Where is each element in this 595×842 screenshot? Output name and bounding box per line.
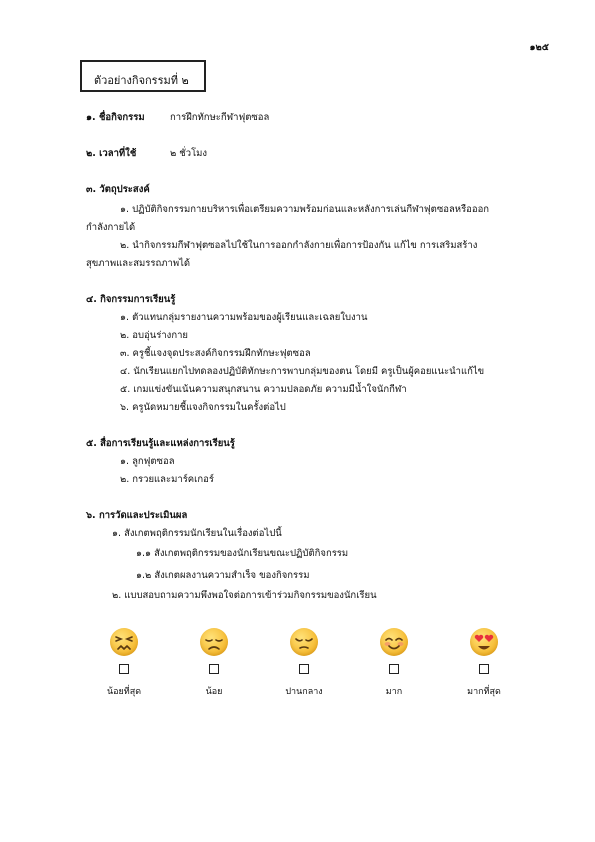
rating-checkbox-3[interactable] xyxy=(299,664,309,674)
sec4-item: ๑. ตัวแทนกลุ่มรายงานความพร้อมของผู้เรียนและเฉลยใบงาน xyxy=(120,312,368,323)
sec1-value: การฝึกทักษะกีฬาฟุตซอล xyxy=(170,112,270,123)
page-number: ๑๒๕ xyxy=(529,42,549,53)
sec3-item2-line2: สุขภาพและสมรรถภาพได้ xyxy=(86,258,191,269)
sec6-item1: ๑. สังเกตพฤติกรรมนักเรียนในเรื่องต่อไปนี้ xyxy=(112,528,282,539)
activity-title-box xyxy=(80,60,206,92)
activity-title: ตัวอย่างกิจกรรมที่ ๒ xyxy=(94,74,189,87)
rating-checkbox-1[interactable] xyxy=(119,664,129,674)
rating-checkbox-2[interactable] xyxy=(209,664,219,674)
sec3-item2-line1: ๒. นำกิจกรรมกีฬาฟุตซอลไปใช้ในการออกกำลังกายเพื่อการป้องกัน แก้ไข การเสริมสร้าง xyxy=(120,240,478,251)
smiling-face-icon xyxy=(380,628,408,656)
sec6-sub2: ๑.๒ สังเกตผลงานความสำเร็จ ของกิจกรรม xyxy=(136,570,310,581)
sec4-item: ๕. เกมแข่งขันเน้นความสนุกสนาน ความปลอดภัย ความมีน้ำใจนักกีฬา xyxy=(120,384,407,395)
sec5-item: ๒. กรวยและมาร์คเกอร์ xyxy=(120,474,214,485)
heart-eyes-face-icon xyxy=(470,628,498,656)
rating-checkbox-5[interactable] xyxy=(479,664,489,674)
confounded-face-icon xyxy=(110,628,138,656)
sec1-label: ๑. ชื่อกิจกรรม xyxy=(86,112,145,123)
sec3-heading: ๓. วัตถุประสงค์ xyxy=(86,184,150,195)
rating-label: น้อย xyxy=(205,687,223,697)
rating-label: มากที่สุด xyxy=(467,687,501,697)
sec2-label: ๒. เวลาที่ใช้ xyxy=(86,148,137,159)
sec2-value: ๒ ชั่วโมง xyxy=(170,148,208,159)
sec5-heading: ๕. สื่อการเรียนรู้และแหล่งการเรียนรู้ xyxy=(86,438,235,449)
sec6-sub1: ๑.๑ สังเกตพฤติกรรมของนักเรียนขณะปฏิบัติกิจกรรม xyxy=(136,548,349,559)
sec3-item1-line2: กำลังกายได้ xyxy=(86,222,136,233)
rating-checkbox-4[interactable] xyxy=(389,664,399,674)
sec4-item: ๖. ครูนัดหมายชี้แจงกิจกรรมในครั้งต่อไป xyxy=(120,402,286,413)
sec4-item: ๓. ครูชี้แจงจุดประสงค์กิจกรรมฝึกทักษะฟุตซอล xyxy=(120,348,311,359)
disappointed-face-icon xyxy=(200,628,228,656)
rating-label: น้อยที่สุด xyxy=(106,687,142,697)
sec6-heading: ๖. การวัดและประเมินผล xyxy=(86,510,188,521)
pensive-face-icon xyxy=(290,628,318,656)
sec4-heading: ๔. กิจกรรมการเรียนรู้ xyxy=(86,294,176,305)
sec6-item2: ๒. แบบสอบถามความพึงพอใจต่อการเข้าร่วมกิจกรรมของนักเรียน xyxy=(112,590,377,601)
sec3-item1-line1: ๑. ปฏิบัติกิจกรรมกายบริหารเพื่อเตรียมความพร้อมก่อนและหลังการเล่นกีฬาฟุตซอลหรือออก xyxy=(120,204,490,215)
rating-label: ปานกลาง xyxy=(285,687,323,697)
sec4-item: ๔. นักเรียนแยกไปทดลองปฏิบัติทักษะการพาบกลุ่มของตน โดยมี ครูเป็นผู้คอยแนะนำแก้ไข xyxy=(120,366,485,377)
sec5-item: ๑. ลูกฟุตซอล xyxy=(120,456,175,467)
sec4-item: ๒. อบอุ่นร่างกาย xyxy=(120,330,188,341)
rating-label: มาก xyxy=(385,687,403,697)
